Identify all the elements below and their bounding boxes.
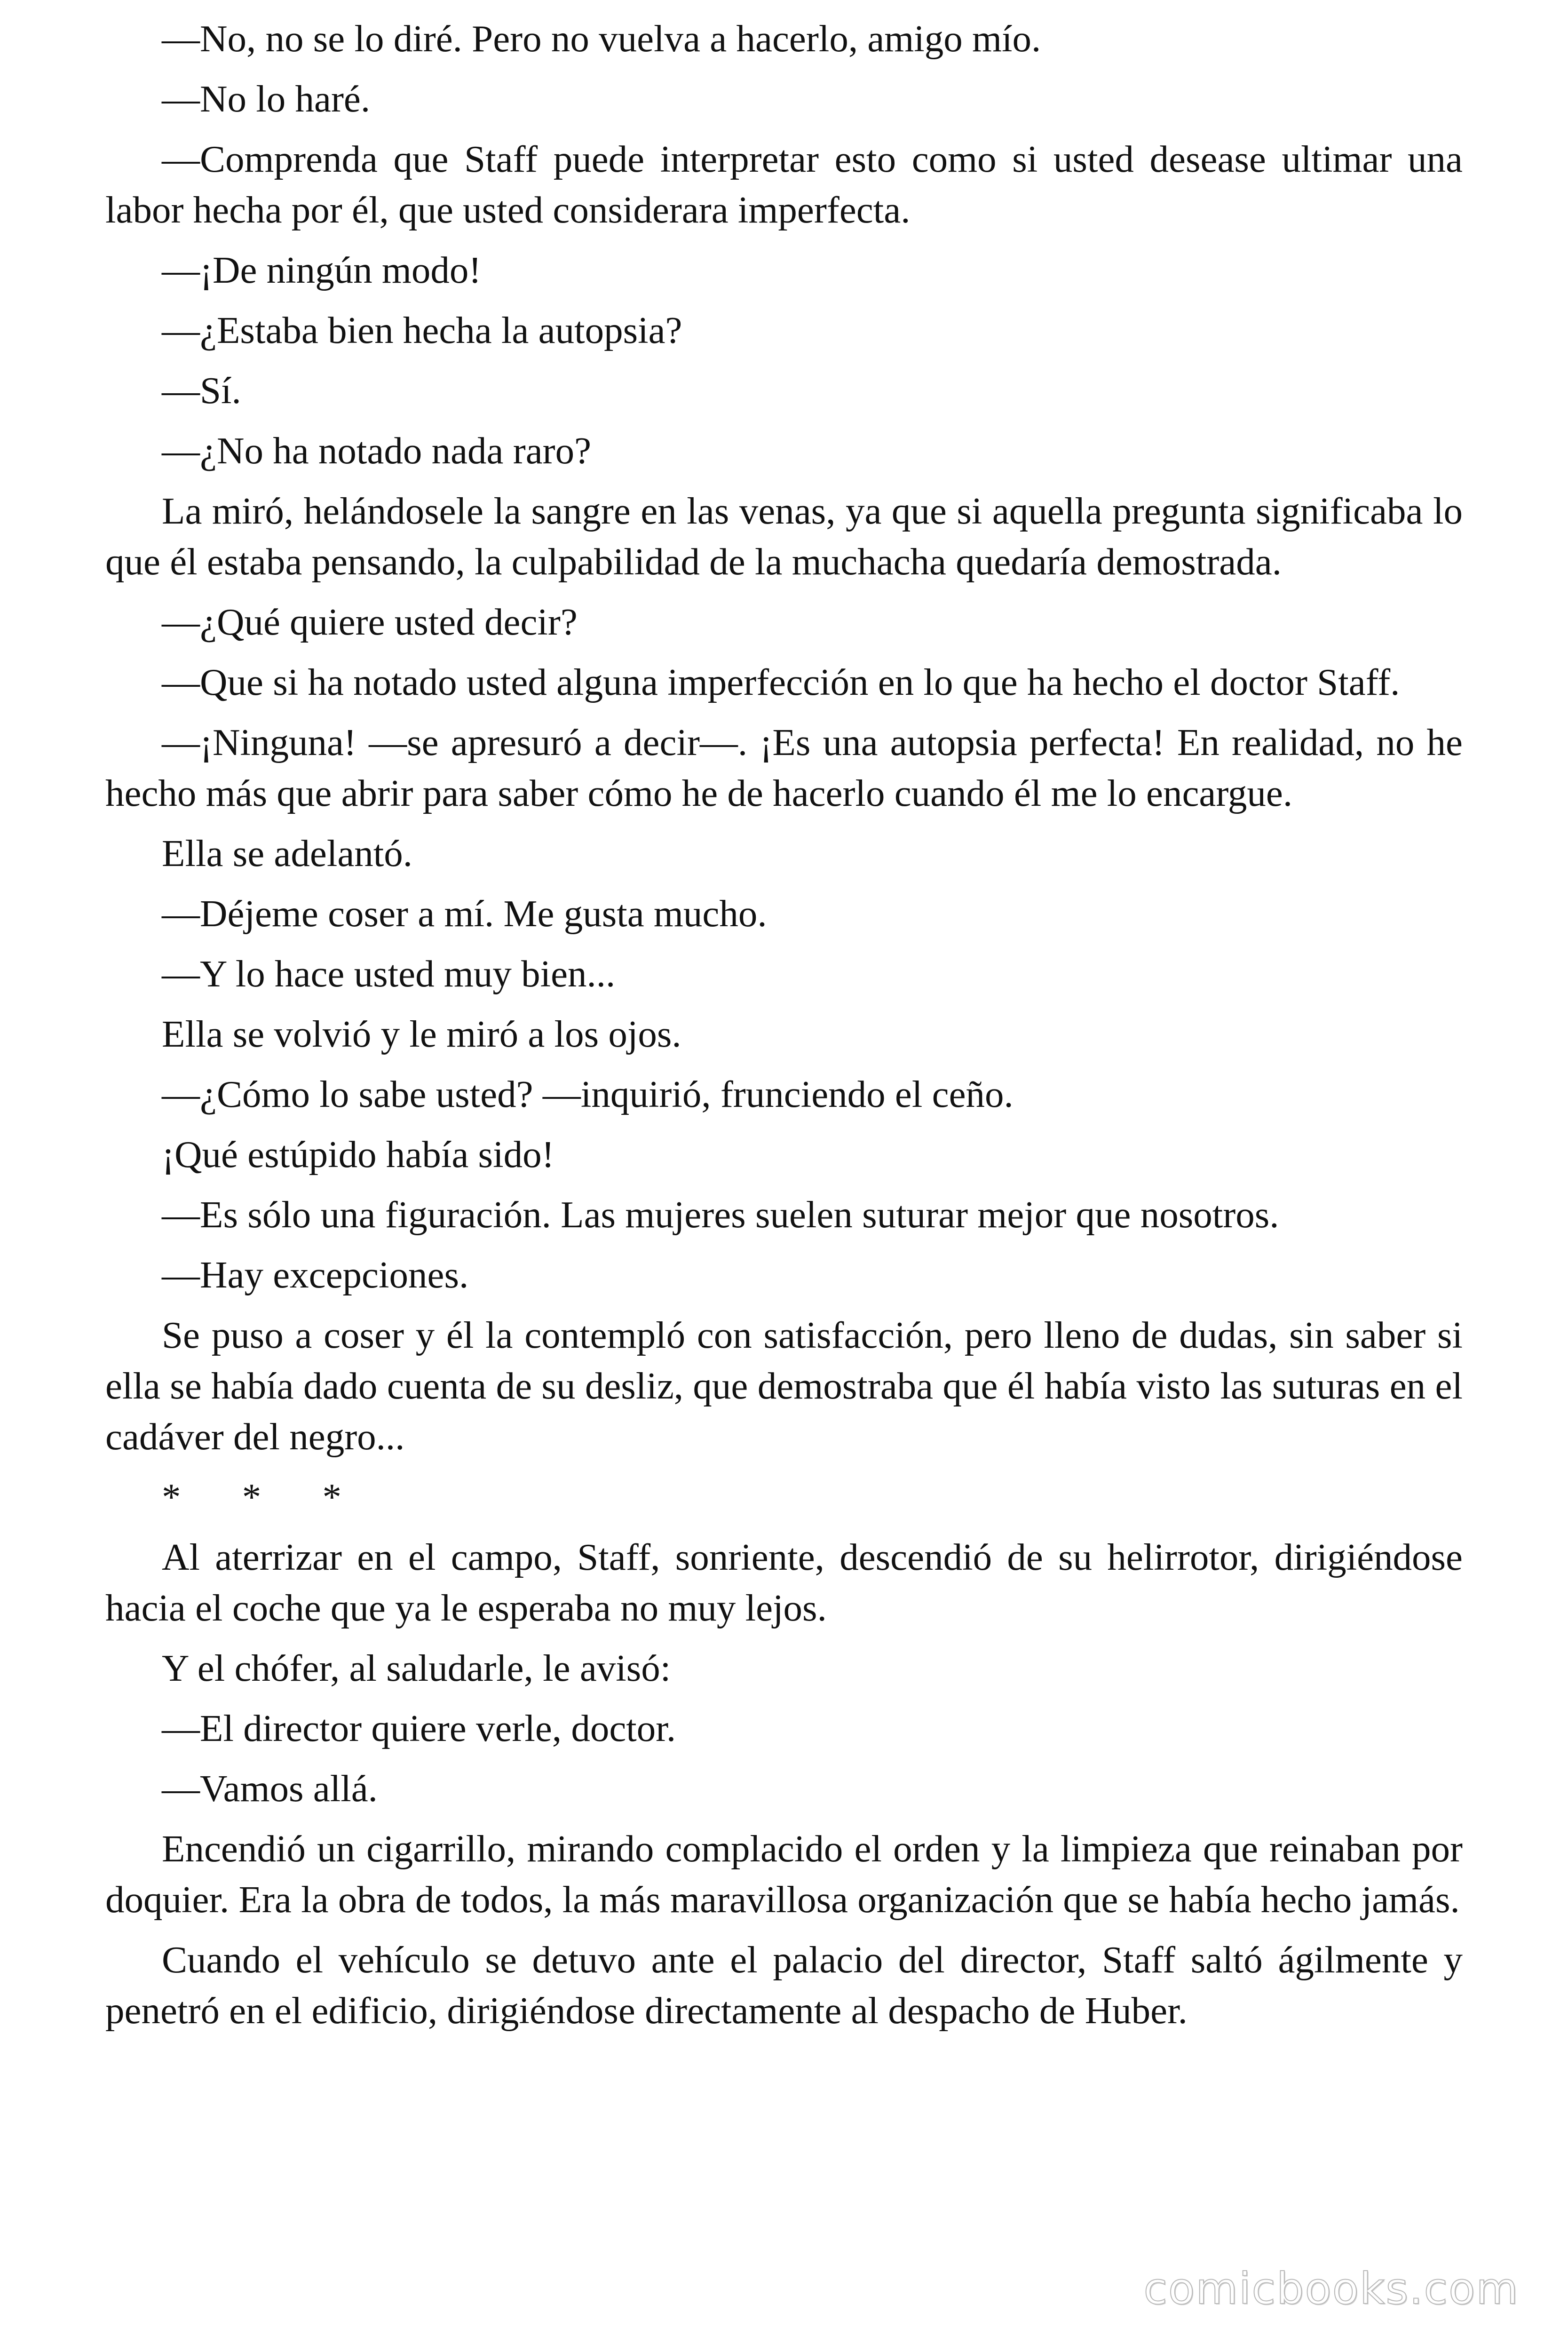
paragraph: Al aterrizar en el campo, Staff, sonriente, descendió de su helirrotor, dirigiéndose hacia el coche que ya le esperaba no muy lejos. xyxy=(105,1536,1463,1629)
paragraph: —¡De ningún modo! xyxy=(162,249,482,291)
paragraph: —No, no se lo diré. Pero no vuelva a hacerlo, amigo mío. xyxy=(162,17,1041,60)
paragraph: —Es sólo una figuración. Las mujeres suelen suturar mejor que nosotros. xyxy=(162,1193,1279,1236)
paragraph: —No lo haré. xyxy=(162,78,371,120)
paragraph: —¿No ha notado nada raro? xyxy=(162,429,592,472)
paragraph: —¿Cómo lo sabe usted? —inquirió, frunciendo el ceño. xyxy=(162,1073,1014,1115)
paragraph: ¡Qué estúpido había sido! xyxy=(162,1133,554,1176)
paragraph: —Que si ha notado usted alguna imperfección en lo que ha hecho el doctor Staff. xyxy=(162,661,1400,703)
paragraph: —¿Estaba bien hecha la autopsia? xyxy=(162,309,682,351)
paragraph: —Y lo hace usted muy bien... xyxy=(162,953,616,995)
paragraph: —Hay excepciones. xyxy=(162,1254,469,1296)
paragraph: Y el chófer, al saludarle, le avisó: xyxy=(162,1647,671,1689)
book-page-text xyxy=(105,13,1463,2045)
watermark-logo: comicbooks.com xyxy=(1143,2264,1519,2314)
paragraph: —Déjeme coser a mí. Me gusta mucho. xyxy=(162,892,767,935)
paragraph: —Comprenda que Staff puede interpretar esto como si usted desease ultimar una labor hecha por él, que usted considerara imperfecta. xyxy=(105,138,1463,231)
paragraph: —Vamos allá. xyxy=(162,1767,378,1810)
paragraph: Se puso a coser y él la contempló con satisfacción, pero lleno de dudas, sin saber si ella se había dado cuenta de su desliz, que demostraba que él había visto las suturas en el cadáver del negro... xyxy=(105,1314,1463,1458)
scene-break-asterisks: * * * xyxy=(162,1476,341,1518)
paragraph: Cuando el vehículo se detuvo ante el palacio del director, Staff saltó ágilmente y penetró en el edificio, dirigiéndose directamente al despacho de Huber. xyxy=(105,1939,1463,2032)
paragraph: Ella se adelantó. xyxy=(162,832,413,874)
paragraph: —¡Ninguna! —se apresuró a decir—. ¡Es una autopsia perfecta! En realidad, no he hecho más que abrir para saber cómo he de hacerlo cuando él me lo encargue. xyxy=(105,721,1463,814)
paragraph: —El director quiere verle, doctor. xyxy=(162,1707,676,1749)
paragraph: Ella se volvió y le miró a los ojos. xyxy=(162,1013,681,1055)
paragraph: Encendió un cigarrillo, mirando complacido el orden y la limpieza que reinaban por doquier. Era la obra de todos, la más maravillosa organización que se había hecho jamás. xyxy=(105,1828,1463,1921)
paragraph: La miró, helándosele la sangre en las venas, ya que si aquella pregunta significaba lo que él estaba pensando, la culpabilidad de la muchacha quedaría demostrada. xyxy=(105,490,1463,583)
paragraph: —Sí. xyxy=(162,369,241,412)
paragraph: —¿Qué quiere usted decir? xyxy=(162,601,578,643)
